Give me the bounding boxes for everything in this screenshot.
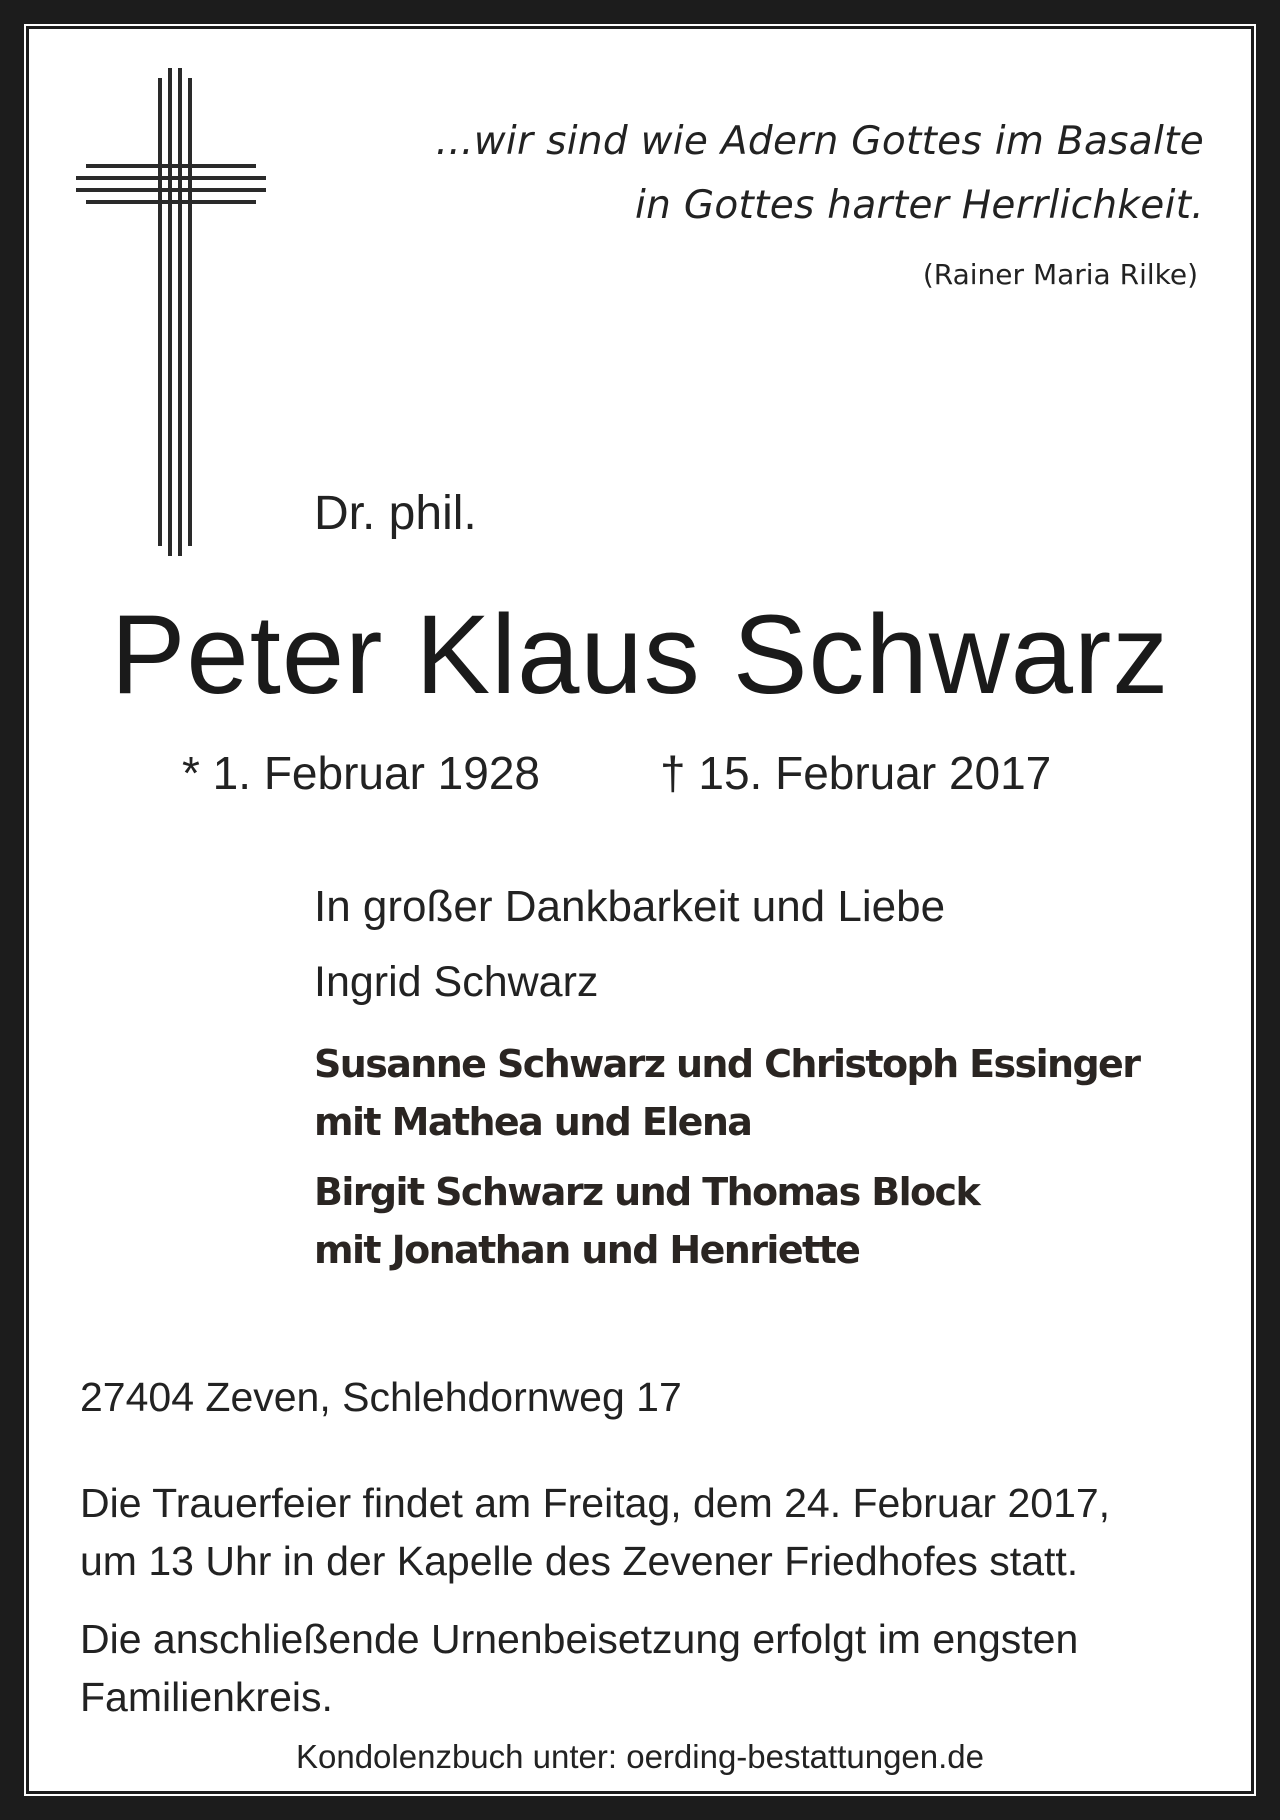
mourner-primary: Ingrid Schwarz bbox=[314, 958, 599, 1006]
mourners-list bbox=[314, 882, 1214, 1291]
deceased-name: Peter Klaus Schwarz bbox=[110, 592, 1170, 717]
address: 27404 Zeven, Schlehdornweg 17 bbox=[80, 1374, 682, 1420]
mourner-family bbox=[314, 1035, 1214, 1151]
quote-author: (Rainer Maria Rilke) bbox=[922, 258, 1198, 291]
ceremony-line: Die Trauerfeier findet am Freitag, dem 24. Februar 2017, bbox=[80, 1480, 1111, 1526]
family-line: Birgit Schwarz und Thomas Block bbox=[314, 1170, 980, 1214]
cross-icon bbox=[76, 68, 266, 556]
quote-line-2: in Gottes harter Herrlichkeit. bbox=[634, 183, 1204, 228]
quote-text bbox=[436, 110, 1204, 238]
ceremony-paragraph bbox=[80, 1474, 1210, 1590]
quote-line-1: ...wir sind wie Adern Gottes im Basalte bbox=[435, 119, 1204, 164]
mourner-family bbox=[314, 1163, 1214, 1279]
burial-line: Familienkreis. bbox=[80, 1674, 333, 1720]
burial-paragraph bbox=[80, 1610, 1210, 1726]
academic-title: Dr. phil. bbox=[314, 487, 477, 540]
mourners-intro: In großer Dankbarkeit und Liebe bbox=[314, 882, 946, 931]
birth-date: * 1. Februar 1928 bbox=[182, 747, 541, 799]
family-line: mit Jonathan und Henriette bbox=[314, 1228, 860, 1272]
death-date: † 15. Februar 2017 bbox=[660, 747, 1052, 799]
family-line: mit Mathea und Elena bbox=[314, 1100, 752, 1144]
burial-line: Die anschließende Urnenbeisetzung erfolgt im engsten bbox=[80, 1616, 1079, 1662]
ceremony-info bbox=[80, 1474, 1210, 1746]
condolence-link[interactable]: Kondolenzbuch unter: oerding-bestattungen.de bbox=[295, 1738, 985, 1775]
family-line: Susanne Schwarz und Christoph Essinger bbox=[314, 1042, 1140, 1086]
ceremony-line: um 13 Uhr in der Kapelle des Zevener Friedhofes statt. bbox=[80, 1538, 1079, 1584]
